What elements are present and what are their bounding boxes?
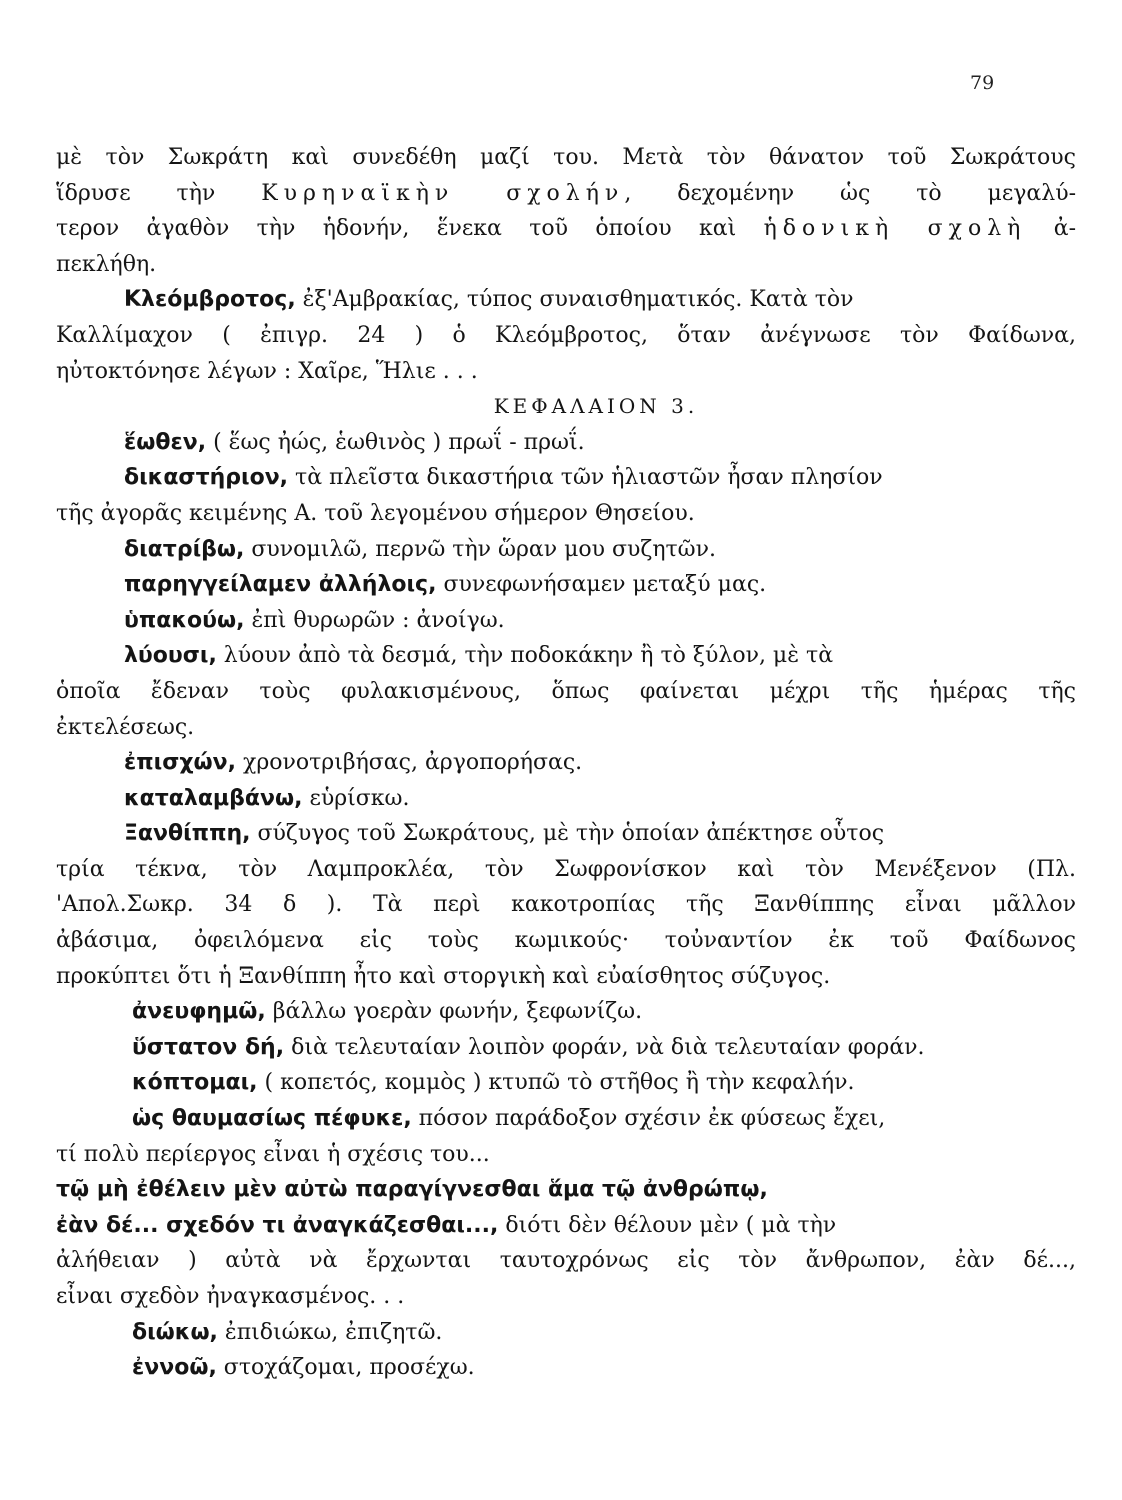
text-line: ηὐτοκτόνησε λέγων : Χαῖρε, Ἥλιε . . . — [56, 358, 478, 384]
glossary-entry: Κλεόμβροτος, ἐξ'Αμβρακίας, τύπος συναισθηματικός. Κατὰ τὸν — [124, 287, 854, 313]
page-text — [56, 140, 1076, 1386]
entry-term: διατρίβω, — [124, 536, 245, 562]
text-line: ἵδρυσε τὴν Κυρηναϊκὴν σχολήν, δεχομένην ὡς τὸ μεγαλύ- — [56, 180, 1077, 206]
entry-term: τῷ μὴ ἐθέλειν μὲν αὐτὼ παραγίγνεσθαι ἅμα τῷ ἀνθρώπῳ, — [56, 1177, 768, 1203]
page-number: 79 — [970, 72, 995, 94]
glossary-entry: δικαστήριον, τὰ πλεῖστα δικαστήρια τῶν ἡλιαστῶν ἦσαν πλησίον — [124, 465, 883, 491]
glossary-entry — [56, 1172, 1076, 1208]
glossary-entry: καταλαμβάνω, εὑρίσκω. — [124, 785, 410, 811]
entry-term: Κλεόμβροτος, — [124, 287, 296, 313]
glossary-entry: λύουσι, λύουν ἀπὸ τὰ δεσμά, τὴν ποδοκάκην ἢ τὸ ξύλον, μὲ τὰ — [124, 643, 834, 669]
entry-term: διώκω, — [132, 1319, 218, 1345]
entry-term: ἀνευφημῶ, — [132, 999, 266, 1025]
glossary-entry: Ξανθίππη, σύζυγος τοῦ Σωκράτους, μὲ τὴν ὁποίαν ἀπέκτησε οὗτος — [124, 821, 885, 847]
entry-term: ὡς θαυμασίως πέφυκε, — [132, 1106, 412, 1132]
entry-term: παρηγγείλαμεν ἀλλήλοις, — [124, 572, 437, 598]
entry-term: ἐὰν δέ... σχεδόν τι ἀναγκάζεσθαι..., — [56, 1212, 499, 1238]
spaced-term: ἡδονικὴ σχολὴ — [763, 216, 1027, 242]
text-line: ὁποῖα ἔδεναν τοὺς φυλακισμένους, ὅπως φαίνεται μέχρι τῆς ἡμέρας τῆς — [56, 678, 1076, 704]
glossary-entry: ὕστατον δή, διὰ τελευταίαν λοιπὸν φοράν, νὰ διὰ τελευταίαν φοράν. — [132, 1034, 925, 1060]
text-line: τερον ἀγαθὸν τὴν ἡδονήν, ἕνεκα τοῦ ὁποίου καὶ ἡδονικὴ σχολὴ ἀ- — [56, 216, 1076, 242]
entry-term: ὑπακούω, — [124, 607, 245, 633]
text-line: προκύπτει ὅτι ἡ Ξανθίππη ἦτο καὶ στοργικὴ καὶ εὐαίσθητος σύζυγος. — [56, 963, 831, 989]
text-line: πεκλήθη. — [56, 251, 157, 277]
text-line: μὲ τὸν Σωκράτη καὶ συνεδέθη μαζί του. Μετὰ τὸν θάνατον τοῦ Σωκράτους — [56, 145, 1076, 170]
text-line: τρία τέκνα, τὸν Λαμπροκλέα, τὸν Σωφρονίσκον καὶ τὸν Μενέξενον (Πλ. — [56, 856, 1076, 882]
entry-term: λύουσι, — [124, 643, 217, 669]
chapter-heading: ΚΕΦΑΛΑΙΟΝ 3. — [493, 394, 699, 419]
glossary-entry: ἕωθεν, ( ἕως ἠώς, ἑωθινὸς ) πρωΐ - πρωΐ. — [124, 429, 585, 455]
spaced-term: Κυρηναϊκὴν σχολήν — [261, 180, 625, 206]
glossary-entry: ἐπισχών, χρονοτριβήσας, ἀργοπορήσας. — [124, 750, 583, 776]
glossary-entry: ἐὰν δέ... σχεδόν τι ἀναγκάζεσθαι..., διότι δὲν θέλουν μὲν ( μὰ τὴν — [56, 1212, 837, 1238]
entry-term: ἕωθεν, — [124, 429, 207, 455]
glossary-entry: κόπτομαι, ( κοπετός, κομμὸς ) κτυπῶ τὸ στῆθος ἢ τὴν κεφαλήν. — [132, 1070, 855, 1096]
text-line: ἀλήθειαν ) αὐτὰ νὰ ἔρχωνται ταυτοχρόνως εἰς τὸν ἄνθρωπον, ἐὰν δέ..., — [56, 1248, 1076, 1274]
entry-term: καταλαμβάνω, — [124, 785, 303, 811]
entry-term: ἐπισχών, — [124, 750, 237, 776]
text-line: τί πολὺ περίεργος εἶναι ἡ σχέσις του... — [56, 1141, 490, 1167]
glossary-entry: ἀνευφημῶ, βάλλω γοερὰν φωνήν, ξεφωνίζω. — [132, 999, 643, 1025]
glossary-entry: διατρίβω, συνομιλῶ, περνῶ τὴν ὥραν μου συζητῶν. — [124, 536, 716, 562]
entry-term: ἐννοῶ, — [132, 1355, 217, 1381]
text-line: εἶναι σχεδὸν ἠναγκασμένος. . . — [56, 1284, 405, 1309]
glossary-entry: ὑπακούω, ἐπὶ θυρωρῶν : ἀνοίγω. — [124, 607, 505, 633]
glossary-entry: παρηγγείλαμεν ἀλλήλοις, συνεφωνήσαμεν μεταξύ μας. — [124, 572, 767, 598]
text-line: τῆς ἀγορᾶς κειμένης Α. τοῦ λεγομένου σήμερον Θησείου. — [56, 500, 695, 526]
glossary-entry: ὡς θαυμασίως πέφυκε, πόσον παράδοξον σχέσιν ἐκ φύσεως ἔχει, — [132, 1106, 886, 1132]
entry-term: ὕστατον δή, — [132, 1034, 285, 1060]
text-line: Καλλίμαχον ( ἐπιγρ. 24 ) ὁ Κλεόμβροτος, ὅταν ἀνέγνωσε τὸν Φαίδωνα, — [56, 322, 1076, 348]
text-line: ἐκτελέσεως. — [56, 714, 195, 740]
entry-term: κόπτομαι, — [132, 1070, 258, 1096]
entry-term: Ξανθίππη, — [124, 821, 251, 847]
entry-term: δικαστήριον, — [124, 465, 289, 491]
text-line: ἀβάσιμα, ὀφειλόμενα εἰς τοὺς κωμικούς· τοὐναντίον ἐκ τοῦ Φαίδωνος — [56, 928, 1076, 954]
glossary-entry: ἐννοῶ, στοχάζομαι, προσέχω. — [132, 1355, 475, 1381]
glossary-entry: διώκω, ἐπιδιώκω, ἐπιζητῶ. — [132, 1319, 443, 1345]
text-line: 'Απολ.Σωκρ. 34 δ ). Τὰ περὶ κακοτροπίας τῆς Ξανθίππης εἶναι μᾶλλον — [56, 892, 1076, 918]
